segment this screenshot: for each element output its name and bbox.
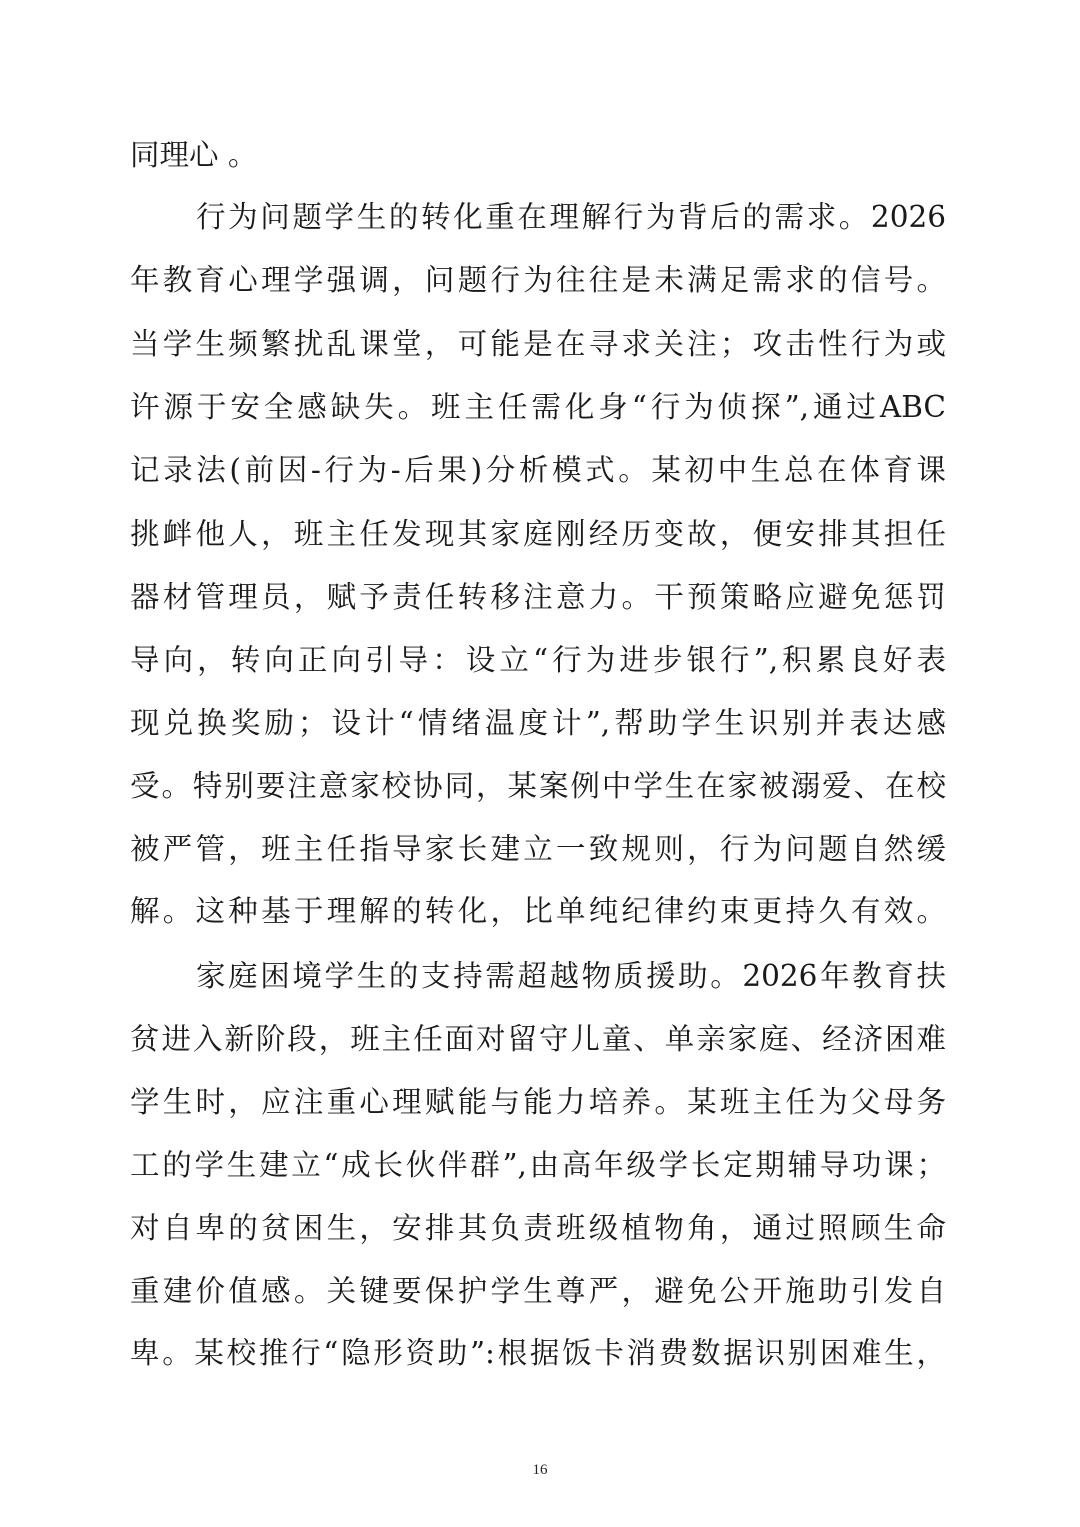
text-line: 受。特别要注意家校协同，某案例中学生在家被溺爱、在校 bbox=[130, 769, 946, 803]
text-line: 同理心 。 bbox=[130, 138, 258, 172]
text-line: 贫进入新阶段，班主任面对留守儿童、单亲家庭、经济困难 bbox=[130, 1022, 946, 1056]
text-line: 现兑换奖励；设计“情绪温度计”,帮助学生识别并表达感 bbox=[130, 706, 946, 740]
paragraph-first-line: 家庭困境学生的支持需超越物质援助。2026年教育扶 bbox=[196, 959, 946, 993]
text-line: 许源于安全感缺失。班主任需化身“行为侦探”,通过ABC bbox=[130, 390, 946, 424]
text-line: 被严管，班主任指导家长建立一致规则，行为问题自然缓 bbox=[130, 832, 946, 866]
text-line: 导向，转向正向引导：设立“行为进步银行”,积累良好表 bbox=[130, 643, 946, 677]
text-line: 解。这种基于理解的转化，比单纯纪律约束更持久有效。 bbox=[130, 894, 946, 928]
text-line: 卑。某校推行“隐形资助”:根据饭卡消费数据识别困难生， bbox=[130, 1336, 946, 1370]
text-line: 学生时，应注重心理赋能与能力培养。某班主任为父母务 bbox=[130, 1085, 946, 1119]
text-line: 对自卑的贫困生，安排其负责班级植物角，通过照顾生命 bbox=[130, 1211, 946, 1245]
text-line: 器材管理员，赋予责任转移注意力。干预策略应避免惩罚 bbox=[130, 580, 946, 614]
text-line: 当学生频繁扰乱课堂，可能是在寻求关注；攻击性行为或 bbox=[130, 327, 946, 361]
text-line: 年教育心理学强调，问题行为往往是未满足需求的信号。 bbox=[130, 263, 946, 297]
text-line: 挑衅他人，班主任发现其家庭刚经历变故，便安排其担任 bbox=[130, 517, 946, 551]
text-line: 记录法(前因-行为-后果)分析模式。某初中生总在体育课 bbox=[130, 453, 946, 487]
text-line: 工的学生建立“成长伙伴群”,由高年级学长定期辅导功课； bbox=[130, 1148, 946, 1182]
paragraph-first-line: 行为问题学生的转化重在理解行为背后的需求。2026 bbox=[196, 200, 946, 234]
text-line: 重建价值感。关键要保护学生尊严，避免公开施助引发自 bbox=[130, 1274, 946, 1308]
page-number: 16 bbox=[532, 1462, 548, 1478]
